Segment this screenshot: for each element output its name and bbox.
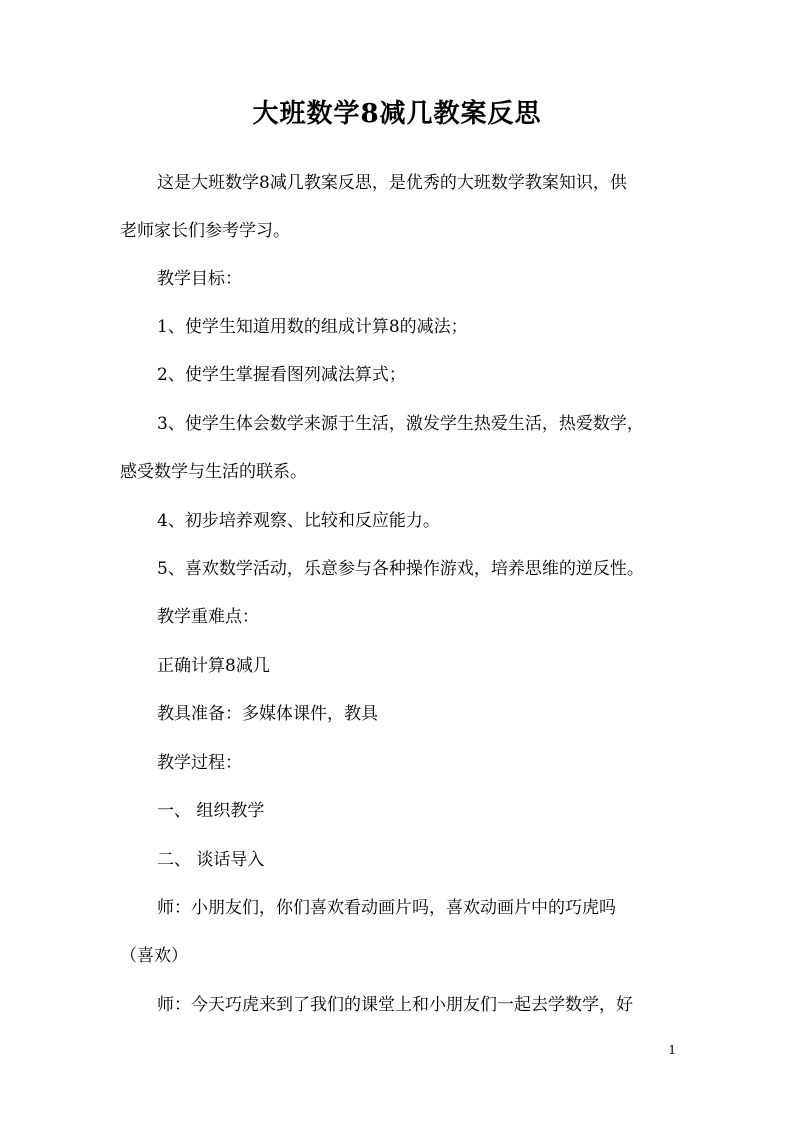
process-step-2: 二、 谈话导入 — [157, 850, 265, 870]
goal-item-5: 5、喜欢数学活动，乐意参与各种操作游戏，培养思维的逆反性。 — [157, 559, 644, 579]
key-point-text: 正确计算8减几 — [157, 656, 270, 676]
goal-item-4: 4、初步培养观察、比较和反应能力。 — [157, 511, 440, 531]
document-title: 大班数学8减几教案反思 — [252, 99, 542, 129]
heading-teaching-goals: 教学目标： — [157, 269, 242, 289]
heading-teaching-process: 教学过程： — [157, 753, 242, 773]
paragraph-intro-line2: 老师家长们参考学习。 — [120, 221, 290, 241]
heading-key-points: 教学重难点： — [157, 607, 259, 627]
dialogue-response: （喜欢） — [120, 946, 188, 966]
dialogue-line-1: 师：小朋友们，你们喜欢看动画片吗，喜欢动画片中的巧虎吗 — [157, 898, 616, 918]
process-step-1: 一、 组织教学 — [157, 801, 265, 821]
goal-item-2: 2、使学生掌握看图列减法算式； — [157, 365, 406, 385]
goal-item-3-line1: 3、使学生体会数学来源于生活，激发学生热爱生活，热爱数学， — [157, 414, 644, 434]
teaching-aids: 教具准备：多媒体课件，教具 — [157, 704, 378, 724]
goal-item-3-line2: 感受数学与生活的联系。 — [120, 462, 307, 482]
paragraph-intro-line1: 这是大班数学8减几教案反思，是优秀的大班数学教案知识，供 — [157, 173, 627, 193]
dialogue-line-2: 师：今天巧虎来到了我们的课堂上和小朋友们一起去学数学，好 — [157, 995, 633, 1015]
page-number: 1 — [668, 1043, 676, 1057]
goal-item-1: 1、使学生知道用数的组成计算8的减法； — [157, 317, 468, 337]
